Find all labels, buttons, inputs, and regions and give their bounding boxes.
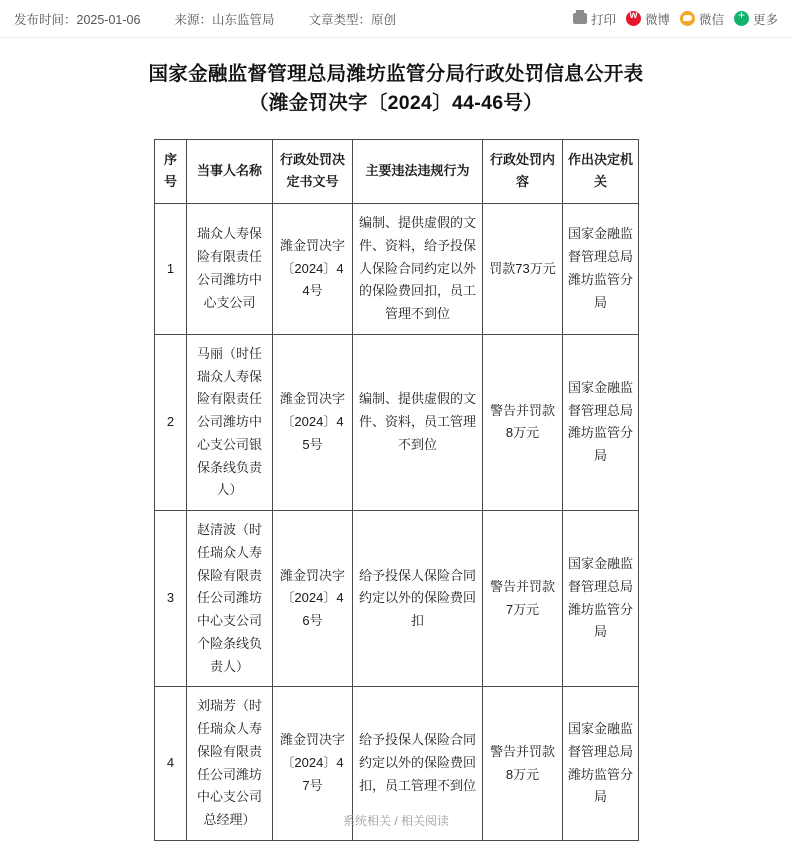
cell-authority: 国家金融监督管理总局潍坊监管分局 <box>563 204 639 335</box>
cell-authority: 国家金融监督管理总局潍坊监管分局 <box>563 511 639 687</box>
cell-authority: 国家金融监督管理总局潍坊监管分局 <box>563 687 639 841</box>
cell-doc-no: 潍金罚决字〔2024〕46号 <box>273 511 353 687</box>
cell-violation: 编制、提供虚假的文件、资料，给予投保人保险合同约定以外的保险费回扣，员工管理不到位 <box>353 204 483 335</box>
page-title-line-2: （潍金罚决字〔2024〕44-46号） <box>249 92 543 115</box>
article-meta-bar <box>0 0 792 38</box>
table-row <box>155 334 639 510</box>
table-row <box>155 511 639 687</box>
column-header-violation: 主要违法违规行为 <box>353 139 483 204</box>
wechat-label: 微信 <box>698 12 724 27</box>
footer-note: 系统相关 / 相关阅读 <box>342 814 449 826</box>
column-header-authority: 作出决定机关 <box>563 139 639 204</box>
printer-icon <box>573 13 587 24</box>
cell-violation: 给予投保人保险合同约定以外的保险费回扣 <box>353 511 483 687</box>
column-header-penalty: 行政处罚内容 <box>483 139 563 204</box>
article-source: 来源：山东监管局 <box>174 12 275 27</box>
page-title <box>46 60 746 119</box>
cell-index: 4 <box>155 687 187 841</box>
penalty-table <box>154 139 639 841</box>
cell-penalty: 警告并罚款8万元 <box>483 334 563 510</box>
article-type: 文章类型：原创 <box>308 12 396 27</box>
cell-penalty: 警告并罚款8万元 <box>483 687 563 841</box>
print-label: 打印 <box>590 12 616 27</box>
share-more-button[interactable] <box>734 10 778 28</box>
cell-violation: 编制、提供虚假的文件、资料，员工管理不到位 <box>353 334 483 510</box>
share-weibo-button[interactable] <box>626 10 670 28</box>
more-label: 更多 <box>752 12 778 27</box>
cell-authority: 国家金融监督管理总局潍坊监管分局 <box>563 334 639 510</box>
page-title-line-1: 国家金融监督管理总局潍坊监管分局行政处罚信息公开表 <box>148 63 644 85</box>
cell-violation: 给予投保人保险合同约定以外的保险费回扣，员工管理不到位 <box>353 687 483 841</box>
penalty-table-container <box>154 139 638 841</box>
cell-party: 刘瑞芳（时任瑞众人寿保险有限责任公司潍坊中心支公司总经理） <box>187 687 273 841</box>
cell-doc-no: 潍金罚决字〔2024〕47号 <box>273 687 353 841</box>
cell-penalty: 罚款73万元 <box>483 204 563 335</box>
column-header-doc-no: 行政处罚决定书文号 <box>273 139 353 204</box>
cell-index: 1 <box>155 204 187 335</box>
table-header-row <box>155 139 639 204</box>
table-row <box>155 204 639 335</box>
cell-penalty: 警告并罚款7万元 <box>483 511 563 687</box>
wechat-icon <box>680 11 695 26</box>
share-wechat-button[interactable] <box>680 10 724 28</box>
cell-party: 瑞众人寿保险有限责任公司潍坊中心支公司 <box>187 204 273 335</box>
weibo-icon <box>626 11 641 26</box>
cell-party: 马丽（时任瑞众人寿保险有限责任公司潍坊中心支公司银保条线负责人） <box>187 334 273 510</box>
column-header-party: 当事人名称 <box>187 139 273 204</box>
cell-index: 2 <box>155 334 187 510</box>
print-button[interactable] <box>573 10 616 28</box>
cell-index: 3 <box>155 511 187 687</box>
column-header-index: 序号 <box>155 139 187 204</box>
cell-doc-no: 潍金罚决字〔2024〕44号 <box>273 204 353 335</box>
publish-time: 发布时间：2025-01-06 <box>14 12 141 27</box>
cell-party: 赵清波（时任瑞众人寿保险有限责任公司潍坊中心支公司个险条线负责人） <box>187 511 273 687</box>
weibo-label: 微博 <box>644 12 670 27</box>
cell-doc-no: 潍金罚决字〔2024〕45号 <box>273 334 353 510</box>
share-toolbar <box>573 10 778 28</box>
plus-circle-icon <box>734 11 749 26</box>
